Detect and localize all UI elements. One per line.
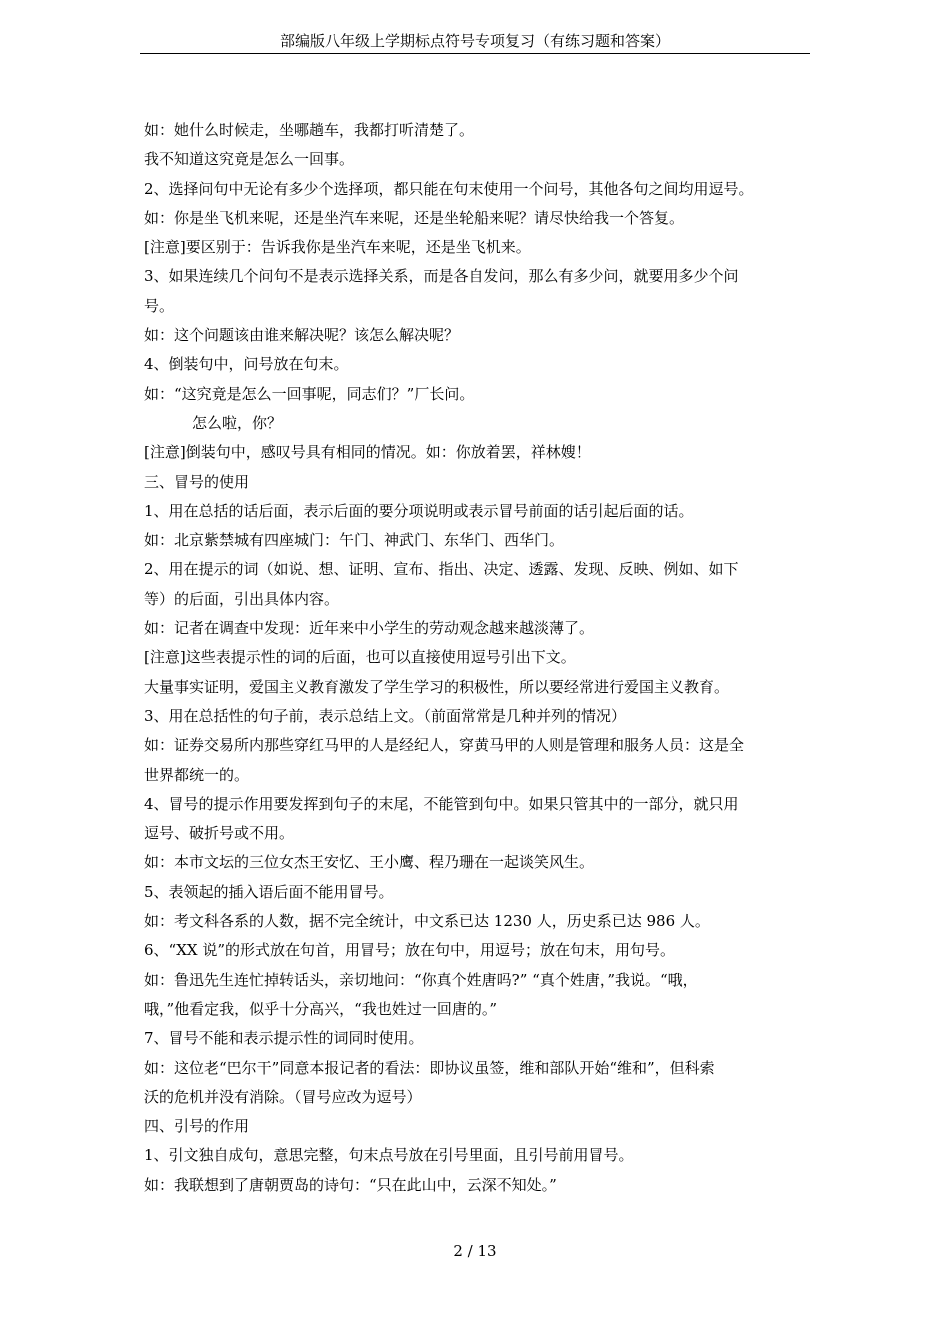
document-body	[144, 116, 816, 1200]
running-header: 部编版八年级上学期标点符号专项复习（有练习题和答案）	[279, 32, 670, 50]
text-line: 如：本市文坛的三位女杰王安忆、王小鹰、程乃珊在一起谈笑风生。	[144, 853, 595, 872]
text-line: 哦，”他看定我，似乎十分高兴，“我也姓过一回唐的。”	[144, 999, 498, 1018]
text-line: 号。	[144, 296, 175, 315]
page-number: 2 / 13	[453, 1242, 497, 1260]
text-line: [注意]倒装句中，感叹号具有相同的情况。如：你放着罢，祥林嫂！	[144, 443, 591, 462]
text-line: 1、用在总括的话后面，表示后面的要分项说明或表示冒号前面的话引起后面的话。	[144, 501, 694, 520]
text-line: 如：这位老“巴尔干”同意本报记者的看法：即协议虽签，维和部队开始“维和”，但科索	[144, 1058, 715, 1077]
section-heading: 四、引号的作用	[144, 1117, 250, 1136]
text-line: 如：我联想到了唐朝贾岛的诗句：“只在此山中，云深不知处。”	[144, 1175, 557, 1194]
text-line: 如：她什么时候走，坐哪趟车，我都打听清楚了。	[144, 121, 475, 139]
text-line: 1、引文独自成句，意思完整，句末点号放在引号里面，且引号前用冒号。	[144, 1146, 634, 1165]
text-line: 7、冒号不能和表示提示性的词同时使用。	[144, 1029, 424, 1048]
text-line: 我不知道这究竟是怎么一回事。	[144, 150, 355, 169]
text-line: 如：这个问题该由谁来解决呢？该怎么解决呢？	[144, 326, 460, 345]
text-line: 怎么啦，你？	[192, 413, 283, 432]
text-line: 2、用在提示的词（如说、想、证明、宣布、指出、决定、透露、发现、反映、例如、如下	[144, 560, 739, 579]
text-line: 如：“这究竟是怎么一回事呢，同志们？”厂长问。	[144, 384, 475, 403]
text-line: 逗号、破折号或不用。	[144, 824, 295, 843]
text-line: 3、如果连续几个问句不是表示选择关系，而是各自发问，那么有多少问，就要用多少个问	[144, 267, 739, 286]
text-line: 等）的后面，引出具体内容。	[144, 589, 340, 608]
text-line: 沃的危机并没有消除。（冒号应改为逗号）	[144, 1087, 422, 1106]
text-line: 如：北京紫禁城有四座城门：午门、神武门、东华门、西华门。	[144, 531, 565, 550]
text-line: 如：证券交易所内那些穿红马甲的人是经纪人，穿黄马甲的人则是管理和服务人员：这是全	[144, 736, 745, 755]
text-line: 5、表领起的插入语后面不能用冒号。	[144, 882, 394, 901]
text-line: 如：你是坐飞机来呢，还是坐汽车来呢，还是坐轮船来呢？请尽快给我一个答复。	[144, 208, 685, 227]
text-line: [注意]这些表提示性的词的后面，也可以直接使用逗号引出下文。	[144, 648, 576, 667]
section-heading: 三、冒号的使用	[144, 472, 250, 491]
text-line: 如：鲁迅先生连忙掉转话头，亲切地问：“你真个姓唐吗?” “真个姓唐，”我说。“哦，	[144, 970, 698, 989]
text-line: 4、冒号的提示作用要发挥到句子的末尾，不能管到句中。如果只管其中的一部分，就只用	[144, 794, 739, 813]
text-line: 如：考文科各系的人数，据不完全统计，中文系已达 1230 人，历史系已达 986 人。	[144, 912, 710, 931]
text-line: [注意]要区别于：告诉我你是坐汽车来呢，还是坐飞机来。	[144, 238, 531, 257]
text-line: 如：记者在调查中发现：近年来中小学生的劳动观念越来越淡薄了。	[144, 619, 595, 638]
header-rule	[140, 53, 810, 54]
text-line: 2、选择问句中无论有多少个选择项，都只能在句末使用一个问号，其他各句之间均用逗号。	[144, 179, 754, 198]
text-line: 世界都统一的。	[144, 765, 250, 784]
text-line: 大量事实证明，爱国主义教育激发了学生学习的积极性，所以要经常进行爱国主义教育。	[144, 677, 730, 696]
text-line: 4、倒装句中，问号放在句末。	[144, 355, 349, 374]
text-line: 6、“XX 说”的形式放在句首，用冒号；放在句中，用逗号；放在句末，用句号。	[144, 941, 676, 960]
text-line: 3、用在总括性的句子前，表示总结上文。（前面常常是几种并列的情况）	[144, 706, 627, 725]
